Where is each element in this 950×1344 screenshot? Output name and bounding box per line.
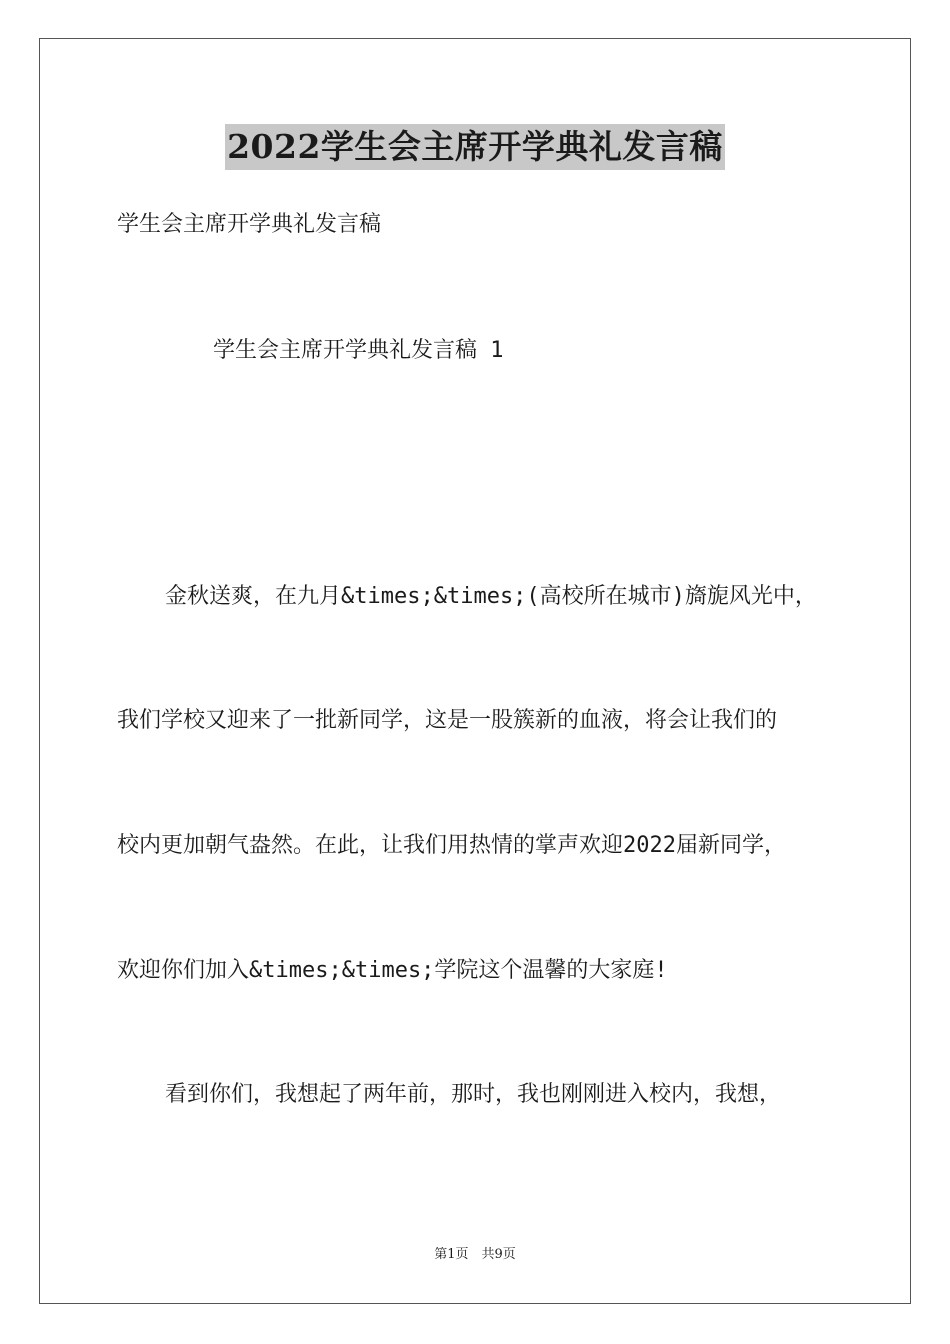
body-line: 校内更加朝气盎然。在此，让我们用热情的掌声欢迎2022届新同学， (117, 833, 786, 858)
section-heading: 学生会主席开学典礼发言稿 1 (213, 338, 504, 363)
body-line: 看到你们，我想起了两年前，那时，我也刚刚进入校内，我想， (165, 1082, 782, 1107)
body-line: 欢迎你们加入&times;&times;学院这个温馨的大家庭! (117, 958, 668, 983)
document-subtitle: 学生会主席开学典礼发言稿 (117, 212, 382, 237)
page-number-footer: 第1页 共9页 (434, 1247, 516, 1262)
document-title: 2022学生会主席开学典礼发言稿 (225, 124, 725, 170)
body-line: 金秋送爽，在九月&times;&times;(高校所在城市)旖旎风光中， (165, 584, 817, 609)
body-line: 我们学校又迎来了一批新同学，这是一股簇新的血液，将会让我们的 (117, 708, 778, 733)
document-title-container (0, 124, 950, 170)
